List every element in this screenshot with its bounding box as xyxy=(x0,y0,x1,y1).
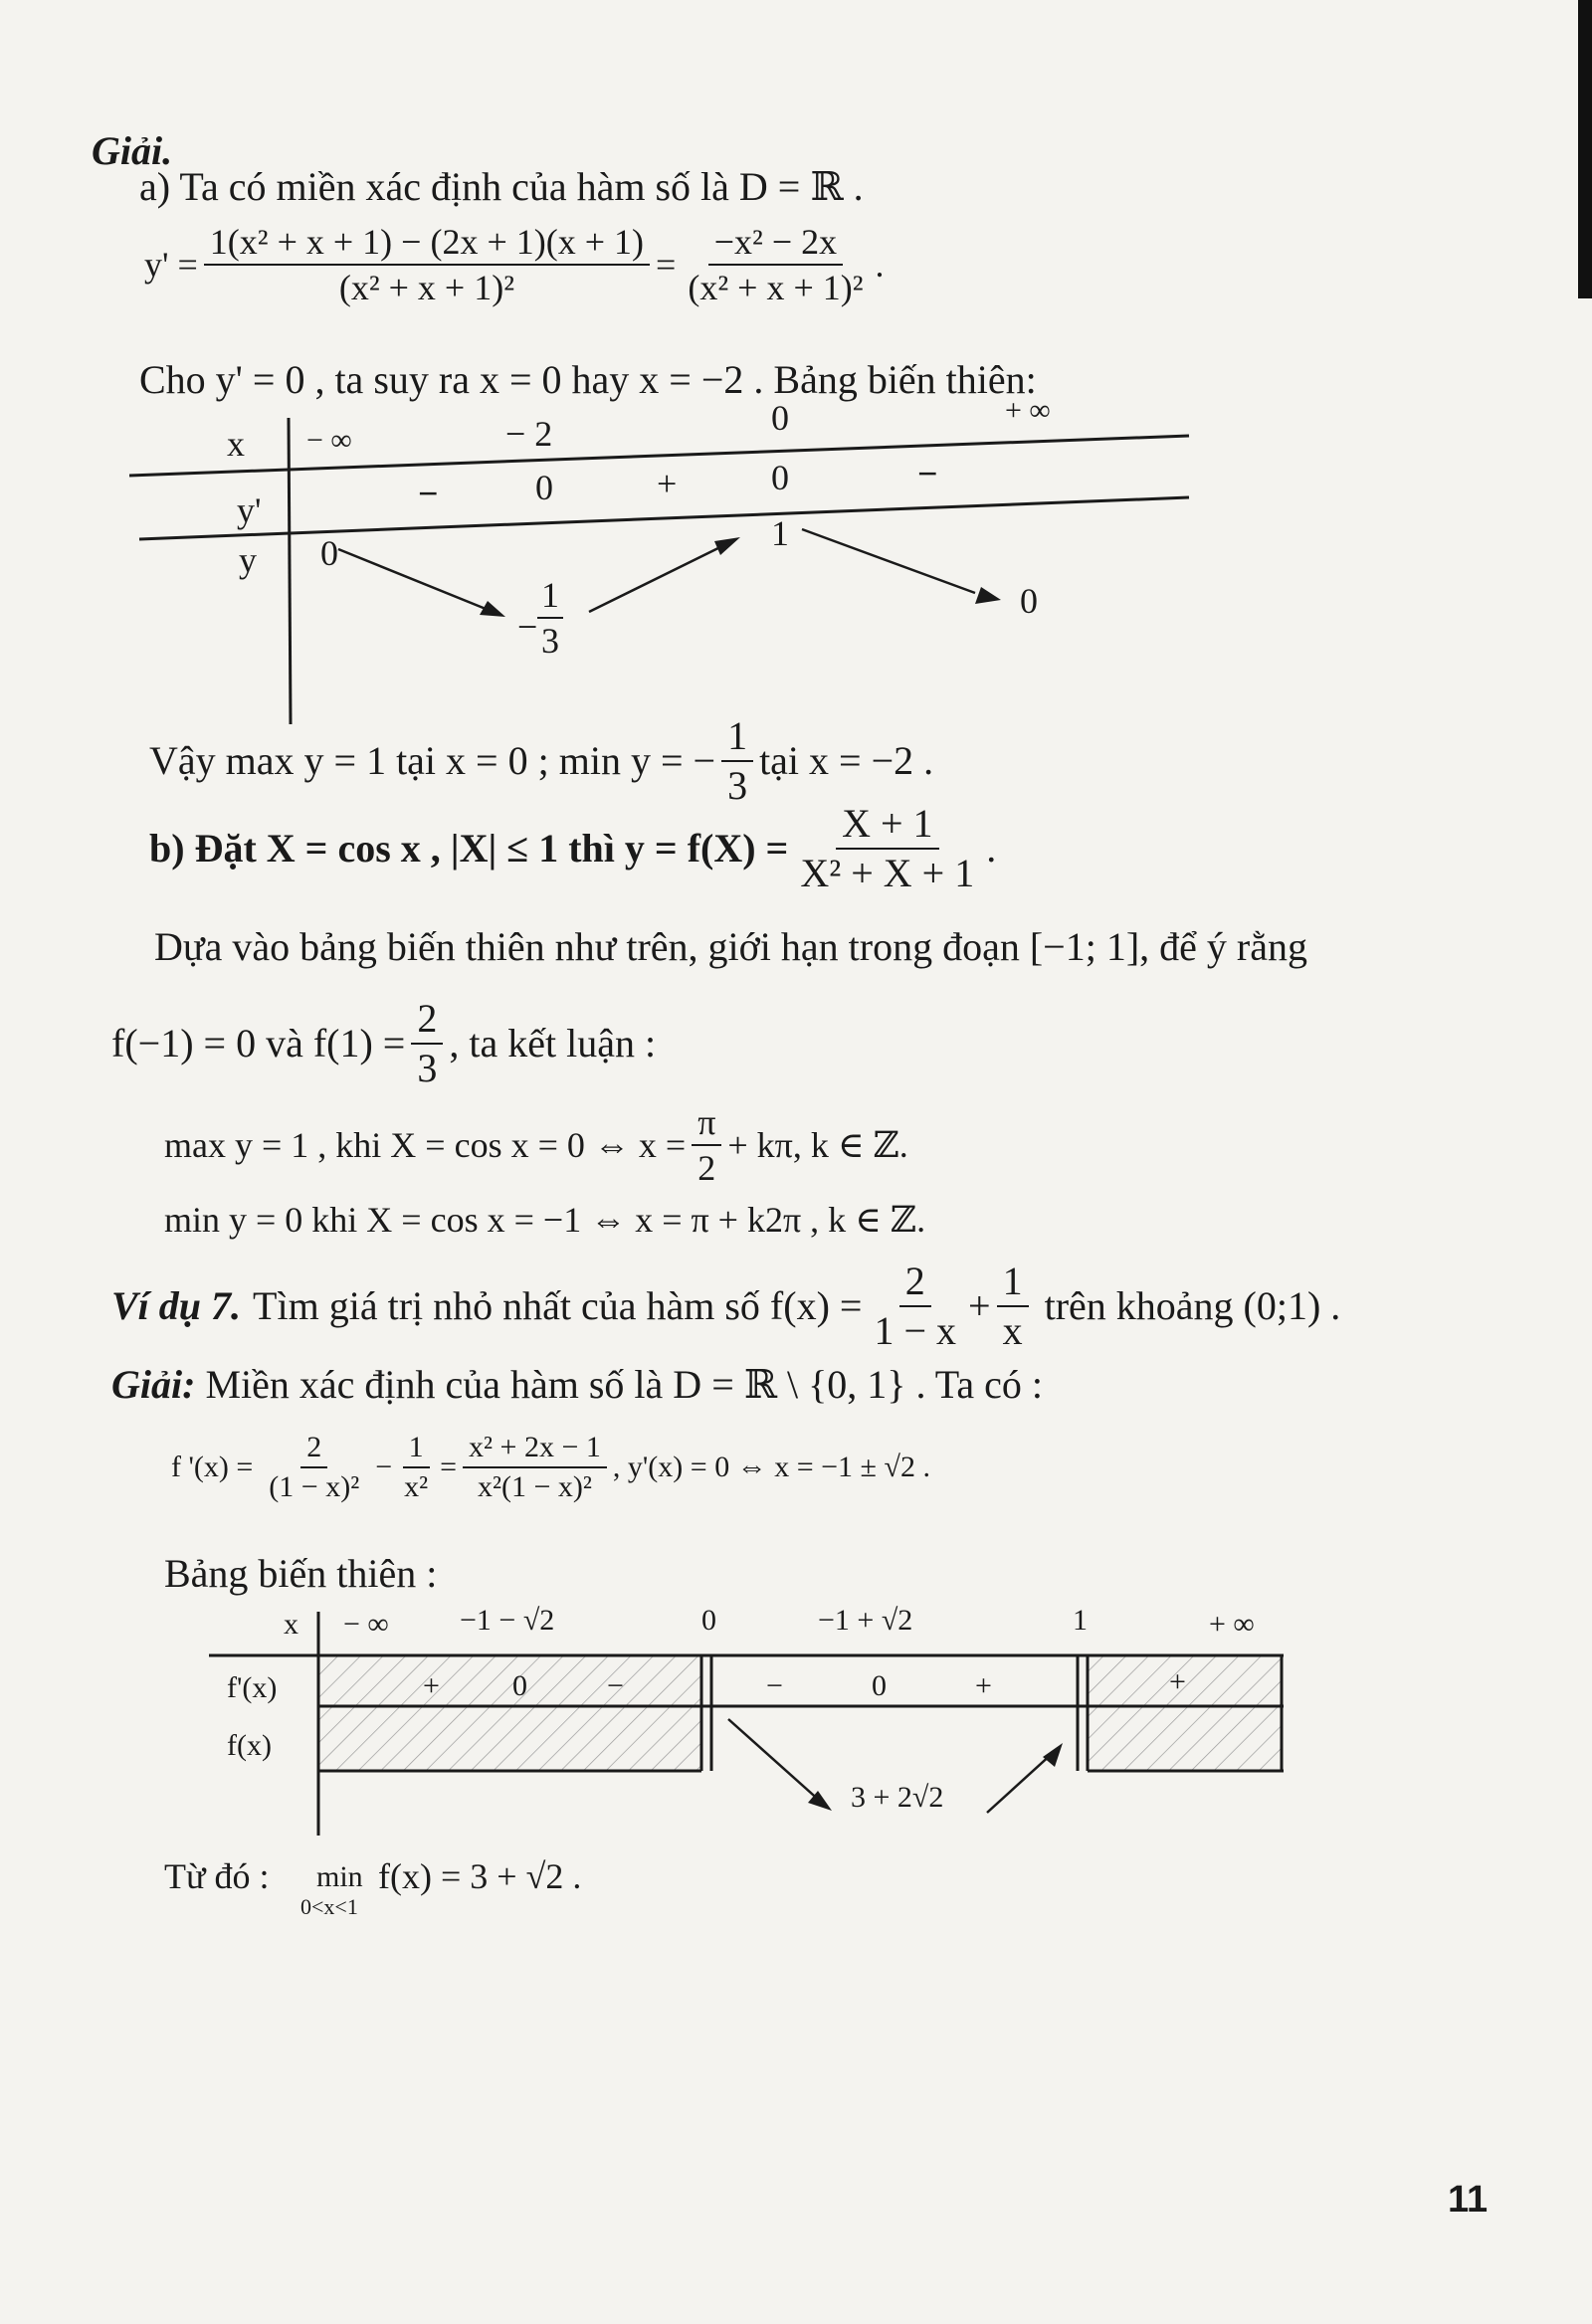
max-pre: max y = 1 , khi X = cos x = 0 ⇔ x = xyxy=(164,1125,687,1165)
dua-line: Dựa vào bảng biến thiên như trên, giới hạn trong đoạn [−1; 1], để ý rằng xyxy=(154,924,1308,969)
t2-x-val-5: + ∞ xyxy=(1209,1608,1255,1641)
t1-yp-label: y' xyxy=(237,490,262,530)
t2-x-val-2: 0 xyxy=(701,1604,716,1637)
table1-arrow-down-2 xyxy=(802,529,975,593)
t1-x-val-1: − 2 xyxy=(505,414,553,454)
t2-fp-val-0: + xyxy=(423,1669,440,1702)
min-line: min y = 0 khi X = cos x = −1 ⇔ x = π + k2π , k ∈ ℤ. xyxy=(164,1200,926,1240)
vidu7-label: Ví dụ 7. xyxy=(111,1283,242,1328)
table1-arrowhead-3 xyxy=(975,587,1001,604)
derivative-fraction-1 xyxy=(204,224,650,305)
giai2-text: Miền xác định của hàm số là D = ℝ \ {0, 1} . Ta có : xyxy=(205,1362,1044,1407)
vidu7-line xyxy=(111,1261,1340,1351)
fprime-lhs: f '(x) = xyxy=(171,1451,254,1483)
fraction-denominator: x²(1 − x)² xyxy=(478,1470,592,1503)
derivative-formula xyxy=(144,224,885,305)
equals-sign: = xyxy=(440,1451,458,1483)
fprime-fraction-3 xyxy=(463,1433,607,1502)
fraction-denominator: 1 − x xyxy=(874,1308,957,1353)
t1-x-val-0: − ∞ xyxy=(306,424,352,457)
table1-hline-2 xyxy=(139,497,1189,539)
fprime-formula xyxy=(171,1433,930,1502)
max-line xyxy=(164,1104,908,1186)
fprime-post: , y'(x) = 0 ⇔ x = −1 ± √2 . xyxy=(612,1451,930,1483)
part-b-pre: b) Đặt X = cos x , |X| ≤ 1 thì y = f(X) = xyxy=(149,826,789,871)
fraction-denominator: (x² + x + 1)² xyxy=(338,268,514,307)
t1-yp-val-1: 0 xyxy=(535,468,553,507)
t2-fp-val-2: − xyxy=(607,1669,624,1702)
t1-y-min-sign: − xyxy=(517,607,538,647)
t1-yp-val-0: − xyxy=(418,474,439,513)
table1-vline xyxy=(289,418,291,724)
t1-y-min-num: 1 xyxy=(537,577,563,619)
table2-arrowhead-2 xyxy=(1043,1743,1063,1767)
fraction-numerator: 1 xyxy=(403,1433,430,1468)
t1-y-end: 0 xyxy=(1020,581,1038,621)
t2-x-val-4: 1 xyxy=(1073,1604,1088,1637)
table1-arrow-up xyxy=(589,542,730,612)
heading-giai: Giải. xyxy=(92,128,173,173)
page-edge-shadow xyxy=(1578,0,1592,298)
t1-x-label: x xyxy=(227,424,245,464)
t1-y-min-den: 3 xyxy=(541,621,559,661)
fraction-denominator: (x² + x + 1)² xyxy=(688,268,864,307)
part-a-line1: a) Ta có miền xác định của hàm số là D = ℝ . xyxy=(139,164,864,209)
table2-arrow-up xyxy=(987,1753,1053,1813)
fraction-denominator: 3 xyxy=(417,1046,438,1090)
conclusion-post: f(x) = 3 + √2 . xyxy=(378,1856,582,1896)
t2-fp-label: f'(x) xyxy=(227,1671,278,1704)
table2-hatch-left xyxy=(318,1655,701,1771)
fprime-fraction-2 xyxy=(398,1433,434,1502)
t2-f-min: 3 + 2√2 xyxy=(851,1781,944,1814)
t1-y-label: y xyxy=(239,540,257,580)
t1-x-val-2: 0 xyxy=(771,398,789,438)
f-pre: f(−1) = 0 và f(1) = xyxy=(111,1021,406,1065)
fraction-numerator: −x² − 2x xyxy=(708,224,843,266)
fraction-numerator: 2 xyxy=(411,999,443,1045)
t2-x-val-0: − ∞ xyxy=(343,1608,389,1641)
t1-x-val-3: + ∞ xyxy=(1005,394,1051,427)
vay-line xyxy=(149,713,934,808)
t2-fp-val-3: − xyxy=(766,1669,783,1702)
fraction-denominator: 3 xyxy=(727,763,748,808)
fraction-numerator: π xyxy=(692,1104,721,1146)
fraction-numerator: 2 xyxy=(899,1261,931,1307)
end-dot: . xyxy=(875,245,885,285)
bbt-label: Bảng biến thiên : xyxy=(164,1551,438,1596)
fraction-numerator: x² + 2x − 1 xyxy=(463,1433,607,1468)
part-b-line xyxy=(149,801,997,895)
derivative-fraction-2 xyxy=(682,224,869,305)
t2-fp-val-5: + xyxy=(975,1669,992,1702)
part-b-fraction xyxy=(794,801,980,895)
t2-x-label: x xyxy=(284,1608,298,1641)
cho-line: Cho y' = 0 , ta suy ra x = 0 hay x = −2 . Bảng biến thiên: xyxy=(139,357,1037,402)
table1-arrow-down-1 xyxy=(338,549,496,613)
fprime-fraction-1 xyxy=(263,1433,365,1502)
t2-fp-val-6: + xyxy=(1169,1665,1186,1698)
fraction-numerator: 1(x² + x + 1) − (2x + 1)(x + 1) xyxy=(204,224,650,266)
t2-fp-val-4: 0 xyxy=(872,1669,887,1702)
f-post: , ta kết luận : xyxy=(449,1021,657,1065)
t2-x-val-3: −1 + √2 xyxy=(818,1604,913,1637)
t2-fp-val-1: 0 xyxy=(512,1669,527,1702)
fraction-denominator: x² xyxy=(404,1470,429,1503)
t1-y-start: 0 xyxy=(320,533,338,573)
fraction-numerator: 1 xyxy=(721,716,753,762)
vay-post: tại x = −2 . xyxy=(759,738,934,783)
f-values-line xyxy=(111,996,657,1090)
giai2-line xyxy=(111,1362,1044,1407)
t1-yp-val-4: − xyxy=(917,454,938,493)
f-fraction xyxy=(411,996,443,1090)
fraction-numerator: 1 xyxy=(997,1261,1029,1307)
fraction-denominator: 2 xyxy=(697,1148,716,1188)
fraction-numerator: 2 xyxy=(300,1433,327,1468)
part-b-post: . xyxy=(986,826,997,871)
fraction-denominator: (1 − x)² xyxy=(269,1470,360,1503)
plus-sign: + xyxy=(968,1283,991,1328)
t2-x-val-1: −1 − √2 xyxy=(460,1604,555,1637)
conclusion-sub: 0<x<1 xyxy=(300,1894,358,1919)
fraction-numerator: X + 1 xyxy=(836,804,938,850)
vidu7-fraction-2 xyxy=(997,1261,1029,1351)
table1-arrowhead-1 xyxy=(480,601,505,617)
max-fraction xyxy=(692,1104,721,1186)
max-post: + kπ, k ∈ ℤ. xyxy=(727,1125,908,1165)
fraction-denominator: x xyxy=(1002,1308,1023,1353)
vay-fraction xyxy=(721,713,753,808)
page-number: 11 xyxy=(1448,2179,1489,2221)
t2-f-label: f(x) xyxy=(227,1729,272,1762)
vidu7-fraction-1 xyxy=(868,1261,962,1351)
conclusion-min: min xyxy=(316,1860,363,1893)
vay-pre: Vậy max y = 1 tại x = 0 ; min y = − xyxy=(149,738,716,783)
derivative-lhs: y' = xyxy=(144,245,198,285)
conclusion-pre: Từ đó : xyxy=(164,1856,270,1896)
variation-table-1 xyxy=(129,394,1204,736)
t1-yp-val-3: 0 xyxy=(771,458,789,497)
table1-arrowhead-2 xyxy=(714,537,740,555)
table2-arrow-down xyxy=(728,1719,822,1803)
equals-sign: = xyxy=(656,245,677,285)
minus-sign: − xyxy=(375,1451,393,1483)
giai2-label: Giải: xyxy=(111,1362,196,1407)
vidu7-pre: Tìm giá trị nhỏ nhất của hàm số f(x) = xyxy=(253,1283,863,1328)
t1-yp-val-2: + xyxy=(657,464,678,503)
t1-y-max: 1 xyxy=(771,513,789,553)
fraction-denominator: X² + X + 1 xyxy=(800,851,975,895)
vidu7-post: trên khoảng (0;1) . xyxy=(1044,1283,1341,1328)
t1-y-min-fraction xyxy=(537,577,563,659)
